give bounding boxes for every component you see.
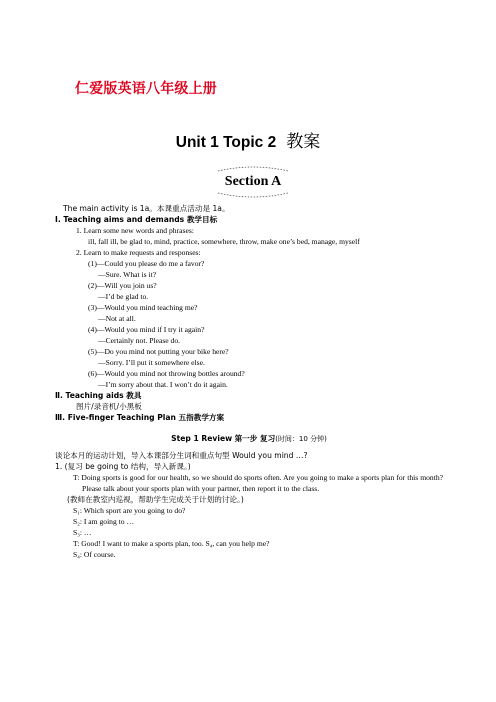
intro-line: The main activity is 1a。本课重点活动是 1a。 bbox=[63, 204, 230, 213]
dialog-4-question: (4)—Would you mind if I try it again? bbox=[88, 325, 205, 334]
step1-note: (教师在教室内巡视，帮助学生完成关于计划的讨论。) bbox=[67, 495, 244, 504]
step1-teacher-text bbox=[63, 472, 443, 494]
lesson-body bbox=[55, 203, 443, 560]
step1-line-1: S₁: Which sport are you going to do? bbox=[73, 506, 186, 515]
step1-line-2: S₂: I am going to … bbox=[73, 517, 135, 526]
step1-intro: 谈论本月的运动计划，导入本课部分生词和重点句型 Would you mind …? bbox=[55, 451, 308, 460]
dialog-4-answer: —Certainly not. Please do. bbox=[98, 336, 181, 345]
aim-1: 1. Learn some new words and phrases: bbox=[76, 226, 194, 235]
step1-line-5: S₄: Of course. bbox=[73, 550, 116, 559]
dialog-2-answer: —I’d be glad to. bbox=[98, 292, 149, 301]
step1-teacher-para: T: Doing sports is good for our health, so we should do sports often. Are you going to make a sports plan for this month? Please talk about your sports plan with your partner, then report it to the class. bbox=[73, 473, 443, 493]
dialog-1-question: (1)—Could you please do me a favor? bbox=[88, 259, 205, 268]
section-label: Section A bbox=[224, 174, 282, 189]
aim-1-words: ill, fall ill, be glad to, mind, practice, somewhere, throw, make one’s bed, manage, myself bbox=[88, 237, 360, 246]
teaching-aids-list: 图片/录音机/小黑板 bbox=[76, 402, 142, 411]
unit-title-cn: 教案 bbox=[286, 132, 321, 152]
dialog-6-answer: —I’m sorry about that. I won’t do it again. bbox=[98, 380, 228, 389]
document-series-title: 仁爱版英语八年级上册 bbox=[75, 81, 217, 97]
step1-heading bbox=[55, 433, 443, 445]
step1-cn: 第一步 复习 bbox=[234, 434, 276, 443]
five-finger-plan-heading: Ⅲ. Five-finger Teaching Plan 五指教学方案 bbox=[55, 413, 225, 422]
unit-title bbox=[0, 127, 496, 152]
dialog-3-answer: —Not at all. bbox=[98, 314, 136, 323]
dialog-3-question: (3)—Would you mind teaching me? bbox=[88, 303, 198, 312]
aim-2: 2. Learn to make requests and responses: bbox=[76, 248, 201, 257]
step1-line-3: S₃: … bbox=[73, 528, 92, 537]
step1-point: 1. (复习 be going to 结构，导入新课。) bbox=[55, 462, 191, 471]
teaching-aids-heading: Ⅱ. Teaching aids 教具 bbox=[55, 391, 142, 400]
step1-line-4: T: Good! I want to make a sports plan, too. S₄, can you help me? bbox=[73, 539, 270, 548]
unit-title-en: Unit 1 Topic 2 bbox=[175, 134, 277, 151]
section-heading-box bbox=[214, 165, 292, 199]
step1-en: Step 1 Review bbox=[171, 434, 233, 443]
step1-time: (时间：10 分钟) bbox=[275, 435, 327, 443]
dialog-2-question: (2)—Will you join us? bbox=[88, 281, 157, 290]
dialog-5-answer: —Sorry. I’ll put it somewhere else. bbox=[98, 358, 205, 367]
dialog-6-question: (6)—Would you mind not throwing bottles around? bbox=[88, 369, 245, 378]
teaching-aims-heading: Ⅰ. Teaching aims and demands 教学目标 bbox=[55, 215, 218, 224]
dialog-5-question: (5)—Do you mind not putting your bike here? bbox=[88, 347, 229, 356]
dialog-1-answer: —Sure. What is it? bbox=[98, 270, 157, 279]
